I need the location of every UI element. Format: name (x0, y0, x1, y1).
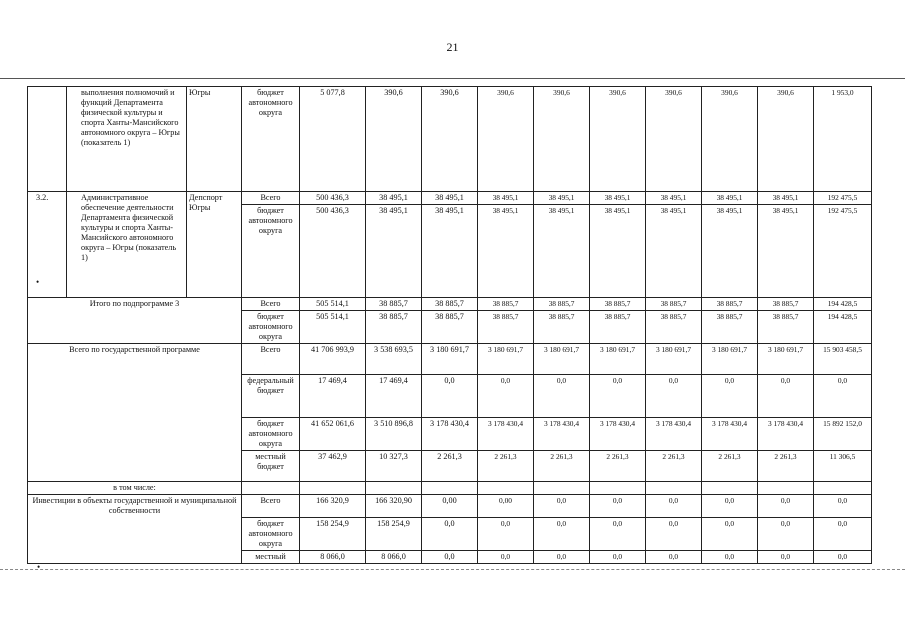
value-cell: 192 475,5 (814, 205, 872, 298)
value-cell: 10 327,3 (366, 451, 422, 482)
funding-source-cell: Всего (242, 192, 300, 205)
value-cell: 3 180 691,7 (534, 344, 590, 375)
table-row (28, 495, 872, 518)
budget-table (27, 86, 872, 564)
value-cell: 0,0 (590, 375, 646, 418)
empty-cell (758, 482, 814, 495)
page-number: 21 (446, 40, 459, 54)
value-cell: 0,0 (422, 551, 478, 564)
value-cell: 2 261,3 (758, 451, 814, 482)
empty-cell (702, 482, 758, 495)
value-cell: 38 885,7 (422, 298, 478, 311)
value-cell: 38 495,1 (590, 192, 646, 205)
empty-cell (366, 482, 422, 495)
value-cell: 38 495,1 (646, 192, 702, 205)
value-cell: 3 178 430,4 (702, 418, 758, 451)
value-cell: 0,0 (534, 495, 590, 518)
value-cell: 0,00 (478, 495, 534, 518)
value-cell: 15 903 458,5 (814, 344, 872, 375)
value-cell: 2 261,3 (478, 451, 534, 482)
value-cell: 38 495,1 (758, 192, 814, 205)
executor-cell: Югры (187, 87, 242, 192)
value-cell: 2 261,3 (590, 451, 646, 482)
value-cell: 38 885,7 (646, 298, 702, 311)
value-cell: 194 428,5 (814, 298, 872, 311)
value-cell: 3 180 691,7 (422, 344, 478, 375)
value-cell: 17 469,4 (300, 375, 366, 418)
value-cell: 8 066,0 (300, 551, 366, 564)
value-cell: 38 885,7 (702, 311, 758, 344)
value-cell: 390,6 (478, 87, 534, 192)
value-cell: 166 320,9 (300, 495, 366, 518)
value-cell: 3 178 430,4 (422, 418, 478, 451)
value-cell: 0,0 (422, 375, 478, 418)
value-cell: 38 885,7 (590, 298, 646, 311)
item-name-cell: выполнения полномочий и функций Департамента физической культуры и спорта Ханты-Мансийского автономного округа – Югры (показатель 1) (67, 87, 187, 192)
value-cell: 41 652 061,6 (300, 418, 366, 451)
value-cell: 0,0 (814, 551, 872, 564)
item-number-cell: 3.2. (28, 192, 67, 298)
empty-cell (242, 482, 300, 495)
value-cell: 3 178 430,4 (478, 418, 534, 451)
value-cell: 3 510 896,8 (366, 418, 422, 451)
funding-source-cell: местный (242, 551, 300, 564)
funding-source-cell: Всего (242, 298, 300, 311)
value-cell: 0,0 (590, 495, 646, 518)
value-cell: 38 885,7 (422, 311, 478, 344)
table-row (28, 344, 872, 375)
value-cell: 0,0 (534, 375, 590, 418)
value-cell: 0,0 (814, 495, 872, 518)
item-number-cell (28, 87, 67, 192)
total-label-cell: Всего по государственной программе (28, 344, 242, 482)
value-cell: 38 885,7 (534, 311, 590, 344)
value-cell: 2 261,3 (646, 451, 702, 482)
value-cell: 158 254,9 (300, 518, 366, 551)
value-cell: 0,0 (702, 495, 758, 518)
table-row (28, 192, 872, 205)
value-cell: 15 892 152,0 (814, 418, 872, 451)
value-cell: 0,0 (478, 551, 534, 564)
value-cell: 2 261,3 (702, 451, 758, 482)
value-cell: 0,0 (758, 551, 814, 564)
funding-source-cell: федеральный бюджет (242, 375, 300, 418)
value-cell: 390,6 (422, 87, 478, 192)
value-cell: 0,0 (758, 375, 814, 418)
value-cell: 38 495,1 (702, 205, 758, 298)
value-cell: 17 469,4 (366, 375, 422, 418)
empty-cell (300, 482, 366, 495)
value-cell: 3 180 691,7 (702, 344, 758, 375)
value-cell: 0,0 (702, 551, 758, 564)
empty-cell (646, 482, 702, 495)
value-cell: 38 885,7 (534, 298, 590, 311)
funding-source-cell: Всего (242, 344, 300, 375)
value-cell: 38 885,7 (478, 311, 534, 344)
value-cell: 38 495,1 (478, 192, 534, 205)
value-cell: 38 495,1 (702, 192, 758, 205)
value-cell: 1 953,0 (814, 87, 872, 192)
value-cell: 0,0 (422, 518, 478, 551)
scan-mark: • (36, 277, 40, 287)
value-cell: 158 254,9 (366, 518, 422, 551)
value-cell: 505 514,1 (300, 298, 366, 311)
value-cell: 5 077,8 (300, 87, 366, 192)
empty-cell (534, 482, 590, 495)
value-cell: 0,0 (814, 375, 872, 418)
value-cell: 38 495,1 (758, 205, 814, 298)
value-cell: 0,0 (534, 518, 590, 551)
value-cell: 390,6 (758, 87, 814, 192)
value-cell: 38 495,1 (366, 205, 422, 298)
value-cell: 0,0 (646, 375, 702, 418)
value-cell: 0,0 (590, 551, 646, 564)
empty-cell (814, 482, 872, 495)
value-cell: 390,6 (534, 87, 590, 192)
subtotal-label-cell: Итого по подпрограмме 3 (28, 298, 242, 344)
funding-source-cell: бюджет автономного округа (242, 205, 300, 298)
value-cell: 3 178 430,4 (534, 418, 590, 451)
value-cell: 3 180 691,7 (646, 344, 702, 375)
value-cell: 38 885,7 (702, 298, 758, 311)
empty-cell (590, 482, 646, 495)
investment-label-cell: Инвестиции в объекты государственной и муниципальной собственности (28, 495, 242, 564)
value-cell: 11 306,5 (814, 451, 872, 482)
value-cell: 38 885,7 (366, 311, 422, 344)
value-cell: 0,0 (758, 518, 814, 551)
value-cell: 0,0 (478, 518, 534, 551)
value-cell: 500 436,3 (300, 192, 366, 205)
value-cell: 0,0 (758, 495, 814, 518)
table-row (28, 87, 872, 192)
table-row (28, 482, 872, 495)
value-cell: 37 462,9 (300, 451, 366, 482)
value-cell: 390,6 (702, 87, 758, 192)
empty-cell (422, 482, 478, 495)
item-name-cell: Административное обеспечение деятельности Департамента физической культуры и спорта Ханты-Мансийского автономного округа – Югры (показатель 1) (67, 192, 187, 298)
value-cell: 38 495,1 (422, 205, 478, 298)
value-cell: 2 261,3 (534, 451, 590, 482)
page-bottom-edge (0, 569, 905, 570)
value-cell: 3 538 693,5 (366, 344, 422, 375)
scan-mark: • (37, 562, 41, 572)
page-header-divider (0, 78, 905, 79)
value-cell: 38 495,1 (534, 205, 590, 298)
value-cell: 38 495,1 (366, 192, 422, 205)
value-cell: 38 495,1 (422, 192, 478, 205)
value-cell: 194 428,5 (814, 311, 872, 344)
value-cell: 38 495,1 (646, 205, 702, 298)
funding-source-cell: бюджет автономного округа (242, 311, 300, 344)
value-cell: 0,0 (478, 375, 534, 418)
value-cell: 3 178 430,4 (646, 418, 702, 451)
value-cell: 41 706 993,9 (300, 344, 366, 375)
empty-cell (478, 482, 534, 495)
value-cell: 505 514,1 (300, 311, 366, 344)
value-cell: 3 180 691,7 (478, 344, 534, 375)
value-cell: 38 495,1 (478, 205, 534, 298)
table-row (28, 298, 872, 311)
value-cell: 38 885,7 (478, 298, 534, 311)
value-cell: 390,6 (646, 87, 702, 192)
value-cell: 8 066,0 (366, 551, 422, 564)
section-label-cell: в том числе: (28, 482, 242, 495)
value-cell: 38 885,7 (758, 311, 814, 344)
funding-source-cell: бюджет автономного округа (242, 518, 300, 551)
value-cell: 0,0 (646, 495, 702, 518)
value-cell: 3 180 691,7 (590, 344, 646, 375)
value-cell: 500 436,3 (300, 205, 366, 298)
value-cell: 0,0 (590, 518, 646, 551)
value-cell: 3 178 430,4 (590, 418, 646, 451)
value-cell: 38 495,1 (534, 192, 590, 205)
value-cell: 390,6 (590, 87, 646, 192)
value-cell: 0,0 (646, 518, 702, 551)
value-cell: 38 495,1 (590, 205, 646, 298)
value-cell: 38 885,7 (590, 311, 646, 344)
value-cell: 38 885,7 (646, 311, 702, 344)
funding-source-cell: бюджет автономного округа (242, 418, 300, 451)
value-cell: 3 178 430,4 (758, 418, 814, 451)
value-cell: 390,6 (366, 87, 422, 192)
value-cell: 38 885,7 (366, 298, 422, 311)
value-cell: 2 261,3 (422, 451, 478, 482)
executor-cell: Депспорт Югры (187, 192, 242, 298)
value-cell: 0,0 (702, 375, 758, 418)
value-cell: 0,0 (814, 518, 872, 551)
value-cell: 166 320,90 (366, 495, 422, 518)
value-cell: 0,0 (646, 551, 702, 564)
value-cell: 0,00 (422, 495, 478, 518)
funding-source-cell: бюджет автономного округа (242, 87, 300, 192)
funding-source-cell: местный бюджет (242, 451, 300, 482)
value-cell: 3 180 691,7 (758, 344, 814, 375)
value-cell: 0,0 (702, 518, 758, 551)
value-cell: 0,0 (534, 551, 590, 564)
value-cell: 192 475,5 (814, 192, 872, 205)
funding-source-cell: Всего (242, 495, 300, 518)
value-cell: 38 885,7 (758, 298, 814, 311)
